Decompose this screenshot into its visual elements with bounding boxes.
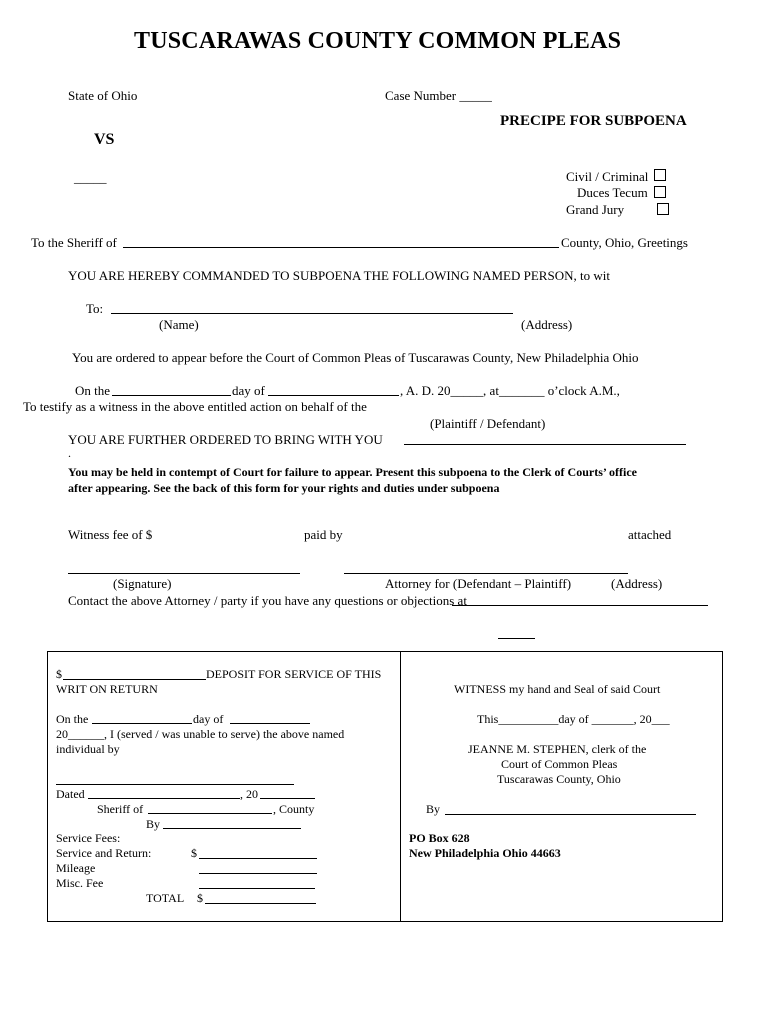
sheriff-county-field[interactable] <box>123 247 559 248</box>
po-box: PO Box 628 <box>409 831 470 845</box>
to-label: To: <box>86 301 104 316</box>
to-name-address-field[interactable] <box>111 313 513 314</box>
day-of-label: day of <box>232 383 265 398</box>
this-day-line: This__________day of _______, 20___ <box>477 712 670 726</box>
total-label: TOTAL <box>146 891 185 905</box>
mileage-field[interactable] <box>199 873 317 874</box>
case-number-label: Case Number _____ <box>385 88 492 103</box>
dated-field[interactable] <box>88 798 240 799</box>
county-name: Tuscarawas County, Ohio <box>497 772 621 786</box>
return-by-field[interactable] <box>163 828 301 829</box>
attached-label: attached <box>628 527 672 542</box>
sheriff-prefix: To the Sheriff of <box>31 235 117 250</box>
ad-time-text: , A. D. 20_____, at_______ o’clock A.M., <box>400 383 620 398</box>
return-by-label: By <box>146 817 161 831</box>
stray-dot: . <box>68 446 71 460</box>
return-day-of: day of <box>193 712 224 726</box>
service-fees-label: Service Fees: <box>56 831 121 845</box>
attorney-for-label: Attorney for (Defendant – Plaintiff) <box>385 576 572 591</box>
form-title: PRECIPE FOR SUBPOENA <box>500 113 687 129</box>
sheriff-of-field[interactable] <box>148 813 272 814</box>
misc-fee-label: Misc. Fee <box>56 876 104 890</box>
writ-label: WRIT ON RETURN <box>56 682 158 696</box>
commanded-text: YOU ARE HEREBY COMMANDED TO SUBPOENA THE FOLLOWING NAMED PERSON, to wit <box>68 268 610 283</box>
deposit-dollar: $ <box>56 667 62 681</box>
attorney-address-field[interactable] <box>344 573 628 574</box>
appear-day-field[interactable] <box>112 395 231 396</box>
signature-label: (Signature) <box>113 576 172 591</box>
duces-tecum-label: Duces Tecum <box>577 185 648 200</box>
address-label: (Address) <box>521 317 573 332</box>
clerk-by-label: By <box>426 802 441 816</box>
return-month-field[interactable] <box>230 723 310 724</box>
clerk-name: JEANNE M. STEPHEN, clerk of the <box>468 742 647 756</box>
bring-with-field[interactable] <box>404 444 686 445</box>
state-label: State of Ohio <box>68 88 138 103</box>
service-return-dollar: $ <box>191 846 197 860</box>
service-detail-field[interactable] <box>56 784 294 785</box>
address-label-2: (Address) <box>611 576 663 591</box>
paid-by-label: paid by <box>304 527 343 542</box>
dated-year: , 20 <box>240 787 258 801</box>
civil-criminal-label: Civil / Criminal <box>566 169 649 184</box>
service-return-label: Service and Return: <box>56 846 152 860</box>
dated-label: Dated <box>56 787 85 801</box>
total-dollar: $ <box>197 891 203 905</box>
individual-by: individual by <box>56 742 120 756</box>
court-name: Court of Common Pleas <box>501 757 618 771</box>
on-the-label: On the <box>75 383 111 398</box>
dated-year-field[interactable] <box>260 798 315 799</box>
plaintiff-defendant-label: (Plaintiff / Defendant) <box>430 416 546 431</box>
return-on-the: On the <box>56 712 89 726</box>
misc-fee-field[interactable] <box>199 888 315 889</box>
service-return-field[interactable] <box>199 858 317 859</box>
contempt-line-2: after appearing. See the back of this form for your rights and duties under subpoena <box>68 481 500 495</box>
contact-field[interactable] <box>452 605 708 606</box>
mileage-label: Mileage <box>56 861 96 875</box>
deposit-amount-field[interactable] <box>63 679 206 680</box>
witness-fee-label: Witness fee of $ <box>68 527 153 542</box>
testify-text: To testify as a witness in the above entitled action on behalf of the <box>23 399 367 414</box>
total-field[interactable] <box>205 903 316 904</box>
city-zip: New Philadelphia Ohio 44663 <box>409 846 561 860</box>
sheriff-of-label: Sheriff of <box>97 802 144 816</box>
civil-criminal-checkbox[interactable] <box>654 169 666 181</box>
sheriff-county: , County <box>273 802 315 816</box>
duces-tecum-checkbox[interactable] <box>654 186 666 198</box>
return-day-field[interactable] <box>92 723 192 724</box>
short-blank <box>498 638 535 639</box>
sheriff-suffix: County, Ohio, Greetings <box>561 235 688 250</box>
clerk-by-field[interactable] <box>445 814 696 815</box>
signature-field[interactable] <box>68 573 300 574</box>
ordered-text: You are ordered to appear before the Court of Common Pleas of Tuscarawas County, New Philadelphia Ohio <box>72 350 639 365</box>
served-line: 20______, I (served / was unable to serve) the above named <box>56 727 345 741</box>
defendant-blank: _____ <box>74 170 107 185</box>
contempt-line-1: You may be held in contempt of Court for failure to appear. Present this subpoena to the Clerk of Courts’ office <box>68 465 637 479</box>
deposit-label: DEPOSIT FOR SERVICE OF THIS <box>206 667 382 681</box>
page-title: TUSCARAWAS COUNTY COMMON PLEAS <box>134 28 622 54</box>
contact-text: Contact the above Attorney / party if you have any questions or objections at <box>68 593 467 608</box>
further-ordered-text: YOU ARE FURTHER ORDERED TO BRING WITH YOU <box>68 432 383 447</box>
grand-jury-checkbox[interactable] <box>657 203 669 215</box>
vs-label: VS <box>94 131 115 148</box>
witness-seal-text: WITNESS my hand and Seal of said Court <box>454 682 661 696</box>
name-label: (Name) <box>159 317 199 332</box>
appear-month-field[interactable] <box>268 395 399 396</box>
grand-jury-label: Grand Jury <box>566 202 625 217</box>
